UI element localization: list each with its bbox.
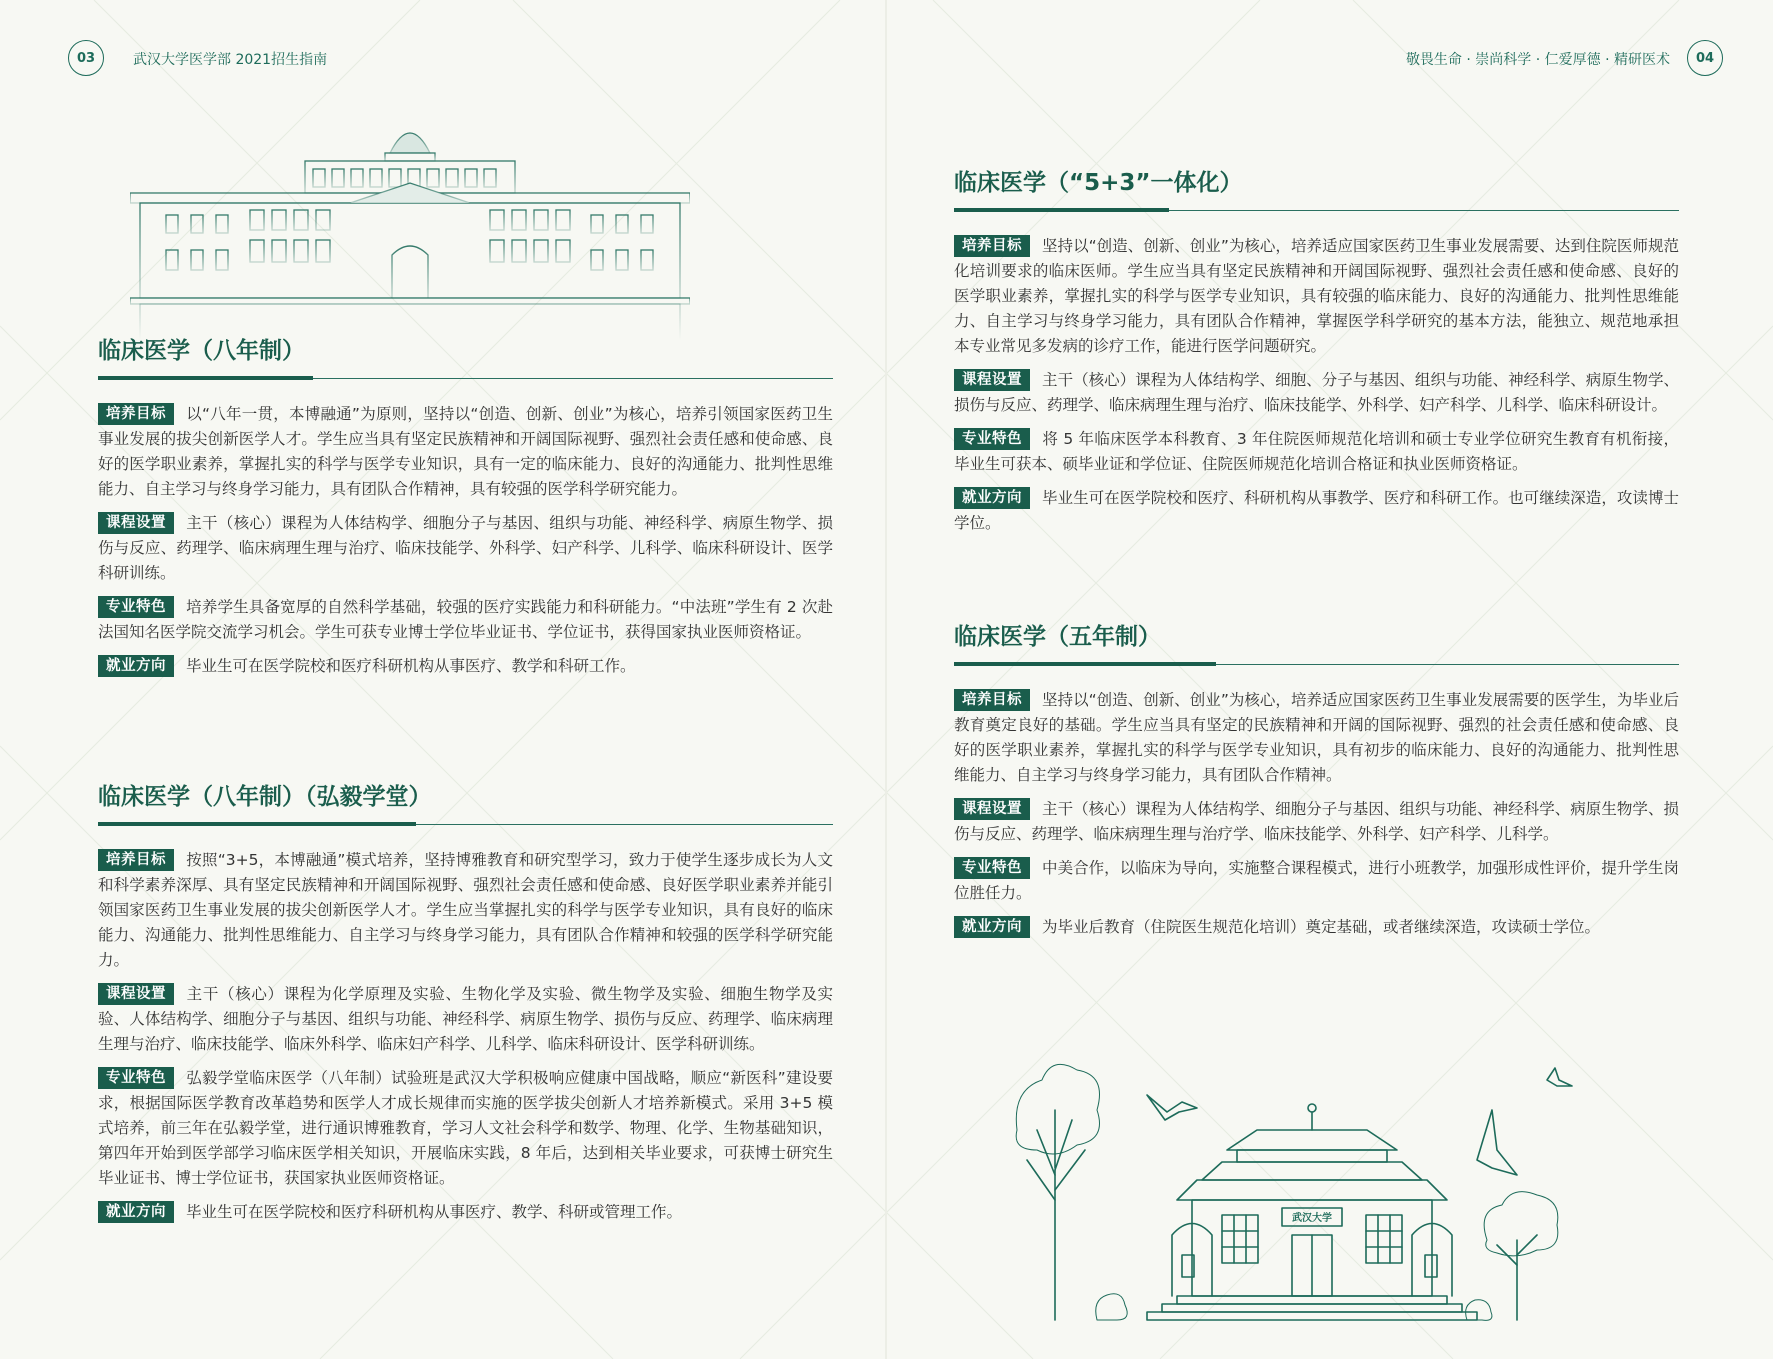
item-curriculum — [954, 368, 1679, 418]
item-text: 以“八年一贯，本博融通”为原则，坚持以“创造、创新、创业”为核心，培养引领国家医药卫生事业发展的拔尖创新医学人才。学生应当具有坚定民族精神和开阔国际视野、强烈社会责任感和使命感、良好的医学职业素养，掌握扎实的科学与医学专业知识，具有一定的临床能力、良好的沟通能力、批判性思维能力、自主学习与终身学习能力，具有团队合作精神，具有较强的医学科学研究能力。 — [98, 405, 833, 498]
item-text: 主干（核心）课程为人体结构学、细胞分子与基因、组织与功能、神经科学、病原生物学、损伤与反应、药理学、临床病理生理与治疗、临床技能学、外科学、妇产科学、儿科学、临床科研设计、医学科研训练。 — [98, 514, 833, 582]
item-text: 毕业生可在医学院校和医疗科研机构从事医疗、教学和科研工作。 — [186, 657, 636, 675]
item-text: 毕业生可在医学院校和医疗科研机构从事医疗、教学、科研或管理工作。 — [186, 1203, 683, 1221]
label-badge: 专业特色 — [954, 428, 1030, 450]
item-text: 按照“3+5，本博融通”模式培养，坚持博雅教育和研究型学习，致力于使学生逐步成长为人文和科学素养深厚、具有坚定民族精神和开阔国际视野、强烈社会责任感和使命感、良好医学职业素养并能引领国家医药卫生事业发展的拔尖创新医学人才。学生应当掌握扎实的科学与医学专业知识，具有良好的临床能力、沟通能力、批判性思维能力、自主学习与终身学习能力，具有团队合作精神和较强的医学科学研究能力。 — [98, 851, 833, 969]
label-badge: 专业特色 — [98, 596, 174, 618]
item-curriculum — [954, 797, 1679, 847]
section-clinical-5plus3 — [954, 168, 1679, 545]
item-curriculum — [98, 511, 833, 586]
item-text: 主干（核心）课程为人体结构学、细胞、分子与基因、组织与功能、神经科学、病原生物学、损伤与反应、药理学、临床病理生理与治疗、临床技能学、外科学、妇产科学、儿科学、临床科研设计。 — [954, 371, 1679, 414]
page-number-right: 04 — [1687, 40, 1723, 76]
item-text: 中美合作，以临床为导向，实施整合课程模式，进行小班教学，加强形成性评价，提升学生岗位胜任力。 — [954, 859, 1679, 902]
section-clinical-5yr — [954, 622, 1679, 949]
label-badge: 课程设置 — [954, 798, 1030, 820]
item-text: 主干（核心）课程为人体结构学、细胞分子与基因、组织与功能、神经科学、病原生物学、损伤与反应、药理学、临床病理生理与治疗学、临床技能学、外科学、妇产科学、儿科学。 — [954, 800, 1679, 843]
section-title: 临床医学（八年制）（弘毅学堂） — [98, 784, 432, 810]
campus-gate-illustration — [997, 1050, 1577, 1330]
item-text: 弘毅学堂临床医学（八年制）试验班是武汉大学积极响应健康中国战略，顺应“新医科”建设要求，根据国际医学教育改革趋势和医学人才成长规律而实施的医学拔尖创新人才培养新模式。采用 3+5 模式培养，前三年在弘毅学堂，进行通识博雅教育，学习人文社会科学和数学、物理、化学、生物基础知识，第四年开始到医学部学习临床医学相关知识，开展临床实践，8 年后，达到相关毕业要求，可获博士研究生毕业证书、博士学位证书，获国家执业医师资格证。 — [98, 1069, 833, 1187]
item-text: 坚持以“创造、创新、创业”为核心，培养适应国家医药卫生事业发展需要的医学生，为毕业后教育奠定良好的基础。学生应当具有坚定的民族精神和开阔的国际视野、强烈的社会责任感和使命感、良好的医学职业素养，掌握扎实的科学与医学专业知识，具有初步的临床能力、良好的沟通能力、批判性思维能力、自主学习与终身学习能力，具有团队合作精神。 — [954, 691, 1679, 784]
label-badge: 课程设置 — [98, 512, 174, 534]
item-career — [98, 654, 833, 679]
item-training-goal — [98, 848, 833, 973]
illustration-sign-text: 武汉大学 — [1292, 1213, 1332, 1224]
item-text: 主干（核心）课程为化学原理及实验、生物化学及实验、微生物学及实验、细胞生物学及实验、人体结构学、细胞分子与基因、组织与功能、神经科学、病原生物学、损伤与反应、药理学、临床病理生理与治疗、临床技能学、临床外科学、临床妇产科学、儿科学、临床科研设计、医学科研训练。 — [98, 985, 833, 1053]
item-career — [954, 486, 1679, 536]
title-rule — [954, 662, 1679, 666]
item-text: 将 5 年临床医学本科教育、3 年住院医师规范化培训和硕士专业学位研究生教育有机衔接，毕业生可获本、硕毕业证和学位证、住院医师规范化培训合格证和执业医师资格证。 — [954, 430, 1679, 473]
label-badge: 培养目标 — [98, 403, 174, 425]
item-features — [954, 856, 1679, 906]
title-rule — [98, 822, 833, 826]
label-badge: 就业方向 — [954, 916, 1030, 938]
item-text: 培养学生具备宽厚的自然科学基础，较强的医疗实践能力和科研能力。“中法班”学生有 2 次赴法国知名医学院交流学习机会。学生可获专业博士学位毕业证书、学位证书，获得国家执业医师资格证。 — [98, 598, 833, 641]
label-badge: 就业方向 — [954, 487, 1030, 509]
label-badge: 培养目标 — [954, 235, 1030, 257]
section-clinical-8yr — [98, 336, 833, 688]
building-illustration — [130, 105, 690, 340]
item-features — [954, 427, 1679, 477]
item-curriculum — [98, 982, 833, 1057]
item-features — [98, 1066, 833, 1191]
item-career — [954, 915, 1679, 940]
item-training-goal — [954, 688, 1679, 788]
label-badge: 专业特色 — [98, 1067, 174, 1089]
section-title: 临床医学（五年制） — [954, 624, 1161, 650]
item-text: 坚持以“创造、创新、创业”为核心，培养适应国家医药卫生事业发展需要、达到住院医师规范化培训要求的临床医师。学生应当具有坚定民族精神和开阔国际视野、强烈社会责任感和使命感、良好的医学职业素养，掌握扎实的科学与医学专业知识，具有较强的临床能力、良好的沟通能力、批判性思维能力、自主学习与终身学习能力，具有团队合作精神，掌握医学科学研究的基本方法，能独立、规范地承担本专业常见多发病的诊疗工作，能进行医学问题研究。 — [954, 237, 1679, 355]
section-title: 临床医学（八年制） — [98, 338, 305, 364]
item-training-goal — [954, 234, 1679, 359]
item-features — [98, 595, 833, 645]
bird-icon — [1147, 1095, 1197, 1120]
label-badge: 就业方向 — [98, 1201, 174, 1223]
label-badge: 就业方向 — [98, 655, 174, 677]
item-training-goal — [98, 402, 833, 502]
item-career — [98, 1200, 833, 1225]
label-badge: 课程设置 — [954, 369, 1030, 391]
header-title: 武汉大学医学部 2021招生指南 — [133, 52, 328, 68]
item-text: 毕业生可在医学院校和医疗、科研机构从事教学、医疗和科研工作。也可继续深造，攻读博士学位。 — [954, 489, 1679, 532]
label-badge: 培养目标 — [954, 689, 1030, 711]
label-badge: 专业特色 — [954, 857, 1030, 879]
label-badge: 课程设置 — [98, 983, 174, 1005]
right-page — [887, 0, 1773, 1359]
item-text: 为毕业后教育（住院医生规范化培训）奠定基础，或者继续深造，攻读硕士学位。 — [1042, 918, 1601, 936]
bird-icon — [1547, 1068, 1572, 1086]
page-number-left: 03 — [68, 40, 104, 76]
bird-icon — [1477, 1110, 1517, 1175]
title-rule — [954, 208, 1679, 212]
section-title: 临床医学（“5+3”一体化） — [954, 170, 1243, 196]
title-rule — [98, 376, 833, 380]
header-motto: 敬畏生命 · 崇尚科学 · 仁爱厚德 · 精研医术 — [1405, 52, 1670, 68]
left-page — [0, 0, 886, 1359]
label-badge: 培养目标 — [98, 849, 174, 871]
section-clinical-8yr-hongyi — [98, 782, 833, 1234]
